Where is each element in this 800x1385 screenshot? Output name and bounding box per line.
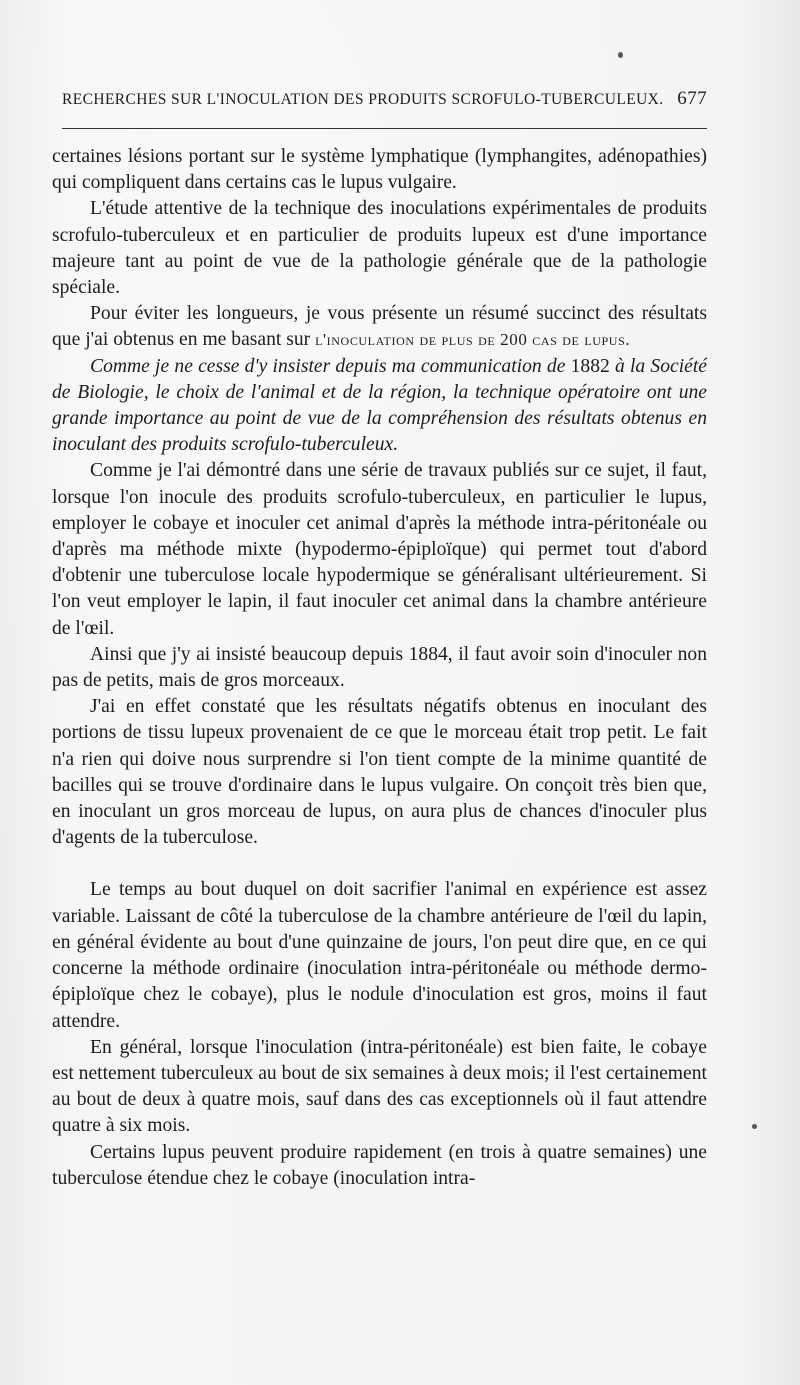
running-head: RECHERCHES SUR L'INOCULATION DES PRODUITS SCROFULO-TUBERCULEUX. (62, 91, 664, 108)
paragraph-10: Certains lupus peuvent produire rapidement (en trois à quatre semaines) une tuberculose étendue chez le cobaye (inoculation intra- (52, 1141, 707, 1189)
ink-speck (618, 52, 623, 58)
paragraph-3-smallcaps: l'inoculation de plus de 200 cas de lupus. (315, 330, 631, 350)
paragraph-9: En général, lorsque l'inoculation (intra-péritonéale) est bien faite, le cobaye est nettement tuberculeux au bout de six semaines à deux mois; il l'est certainement au bout de deux à quatre mois, sauf dans des cas exceptionnels où il faut attendre quatre à six mois. (52, 1036, 707, 1137)
paragraph-4 (52, 354, 707, 459)
page-header (62, 88, 707, 114)
paragraph-4-year: 1882 (570, 355, 610, 377)
paragraph-1: certaines lésions portant sur le système lymphatique (lymphangites, adénopathies) qui compliquent dans certains cas le lupus vulgaire. (52, 146, 707, 194)
paragraph-3-text: Pour éviter les longueurs, je vous présente un résumé succinct des résultats que j'ai obtenus en me basant sur (52, 303, 707, 351)
page-number: 677 (677, 88, 707, 109)
paragraph-4-text-b: à la Société de Biologie, le choix de l'animal et de la région, la technique opératoire ont une grande importance au point de vue de la compréhension des résultats obtenus en inoculant des produits scrofulo-tuberculeux. (52, 355, 707, 456)
body-text (52, 144, 707, 1192)
ink-speck (752, 1124, 757, 1129)
paragraph-2: L'étude attentive de la technique des inoculations expérimentales de produits scrofulo-tuberculeux et en particulier de produits lupeux est d'une importance majeure tant au point de vue de la pathologie générale que de la pathologie spéciale. (52, 198, 707, 299)
paragraph-6: Ainsi que j'y ai insisté beaucoup depuis 1884, il faut avoir soin d'inoculer non pas de petits, mais de gros morceaux. (52, 643, 707, 692)
paragraph-8: Le temps au bout duquel on doit sacrifier l'animal en expérience est assez variable. Laissant de côté la tuberculose de la chambre antérieure de l'œil du lapin, en général évidente au bout d'une quinzaine de jours, l'on peut dire que, en ce qui concerne la méthode ordinaire (inoculation intra-péritonéale ou méthode dermo-épiploïque chez le cobaye), plus le nodule d'inoculation est gros, moins il faut attendre. (52, 879, 707, 1032)
paragraph-3 (52, 301, 707, 353)
paragraph-7: J'ai en effet constaté que les résultats négatifs obtenus en inoculant des portions de tissu lupeux provenaient de ce que le morceau était trop petit. Le fait n'a rien qui doive nous surprendre si l'on tient compte de la minime quantité de bacilles qui se trouve d'ordinaire dans le lupus vulgaire. On conçoit très bien que, en inoculant un gros morceau de lupus, on aura plus de chances d'inoculer plus d'agents de la tuberculose. (52, 696, 707, 849)
header-rule (62, 128, 707, 129)
paragraph-4-text-a: Comme je ne cesse d'y insister depuis ma communication de (90, 355, 571, 377)
paragraph-5: Comme je l'ai démontré dans une série de travaux publiés sur ce sujet, il faut, lorsque l'on inocule des produits scrofulo-tuberculeux, en particulier le lupus, employer le cobaye et inoculer cet animal d'après la méthode intra-péritonéale ou d'après ma méthode mixte (hypodermo-épiploïque) qui permet tout d'abord d'obtenir une tuberculose locale hypodermique se généralisant ultérieurement. Si l'on veut employer le lapin, il faut inoculer cet animal dans la chambre antérieure de l'œil. (52, 460, 707, 639)
